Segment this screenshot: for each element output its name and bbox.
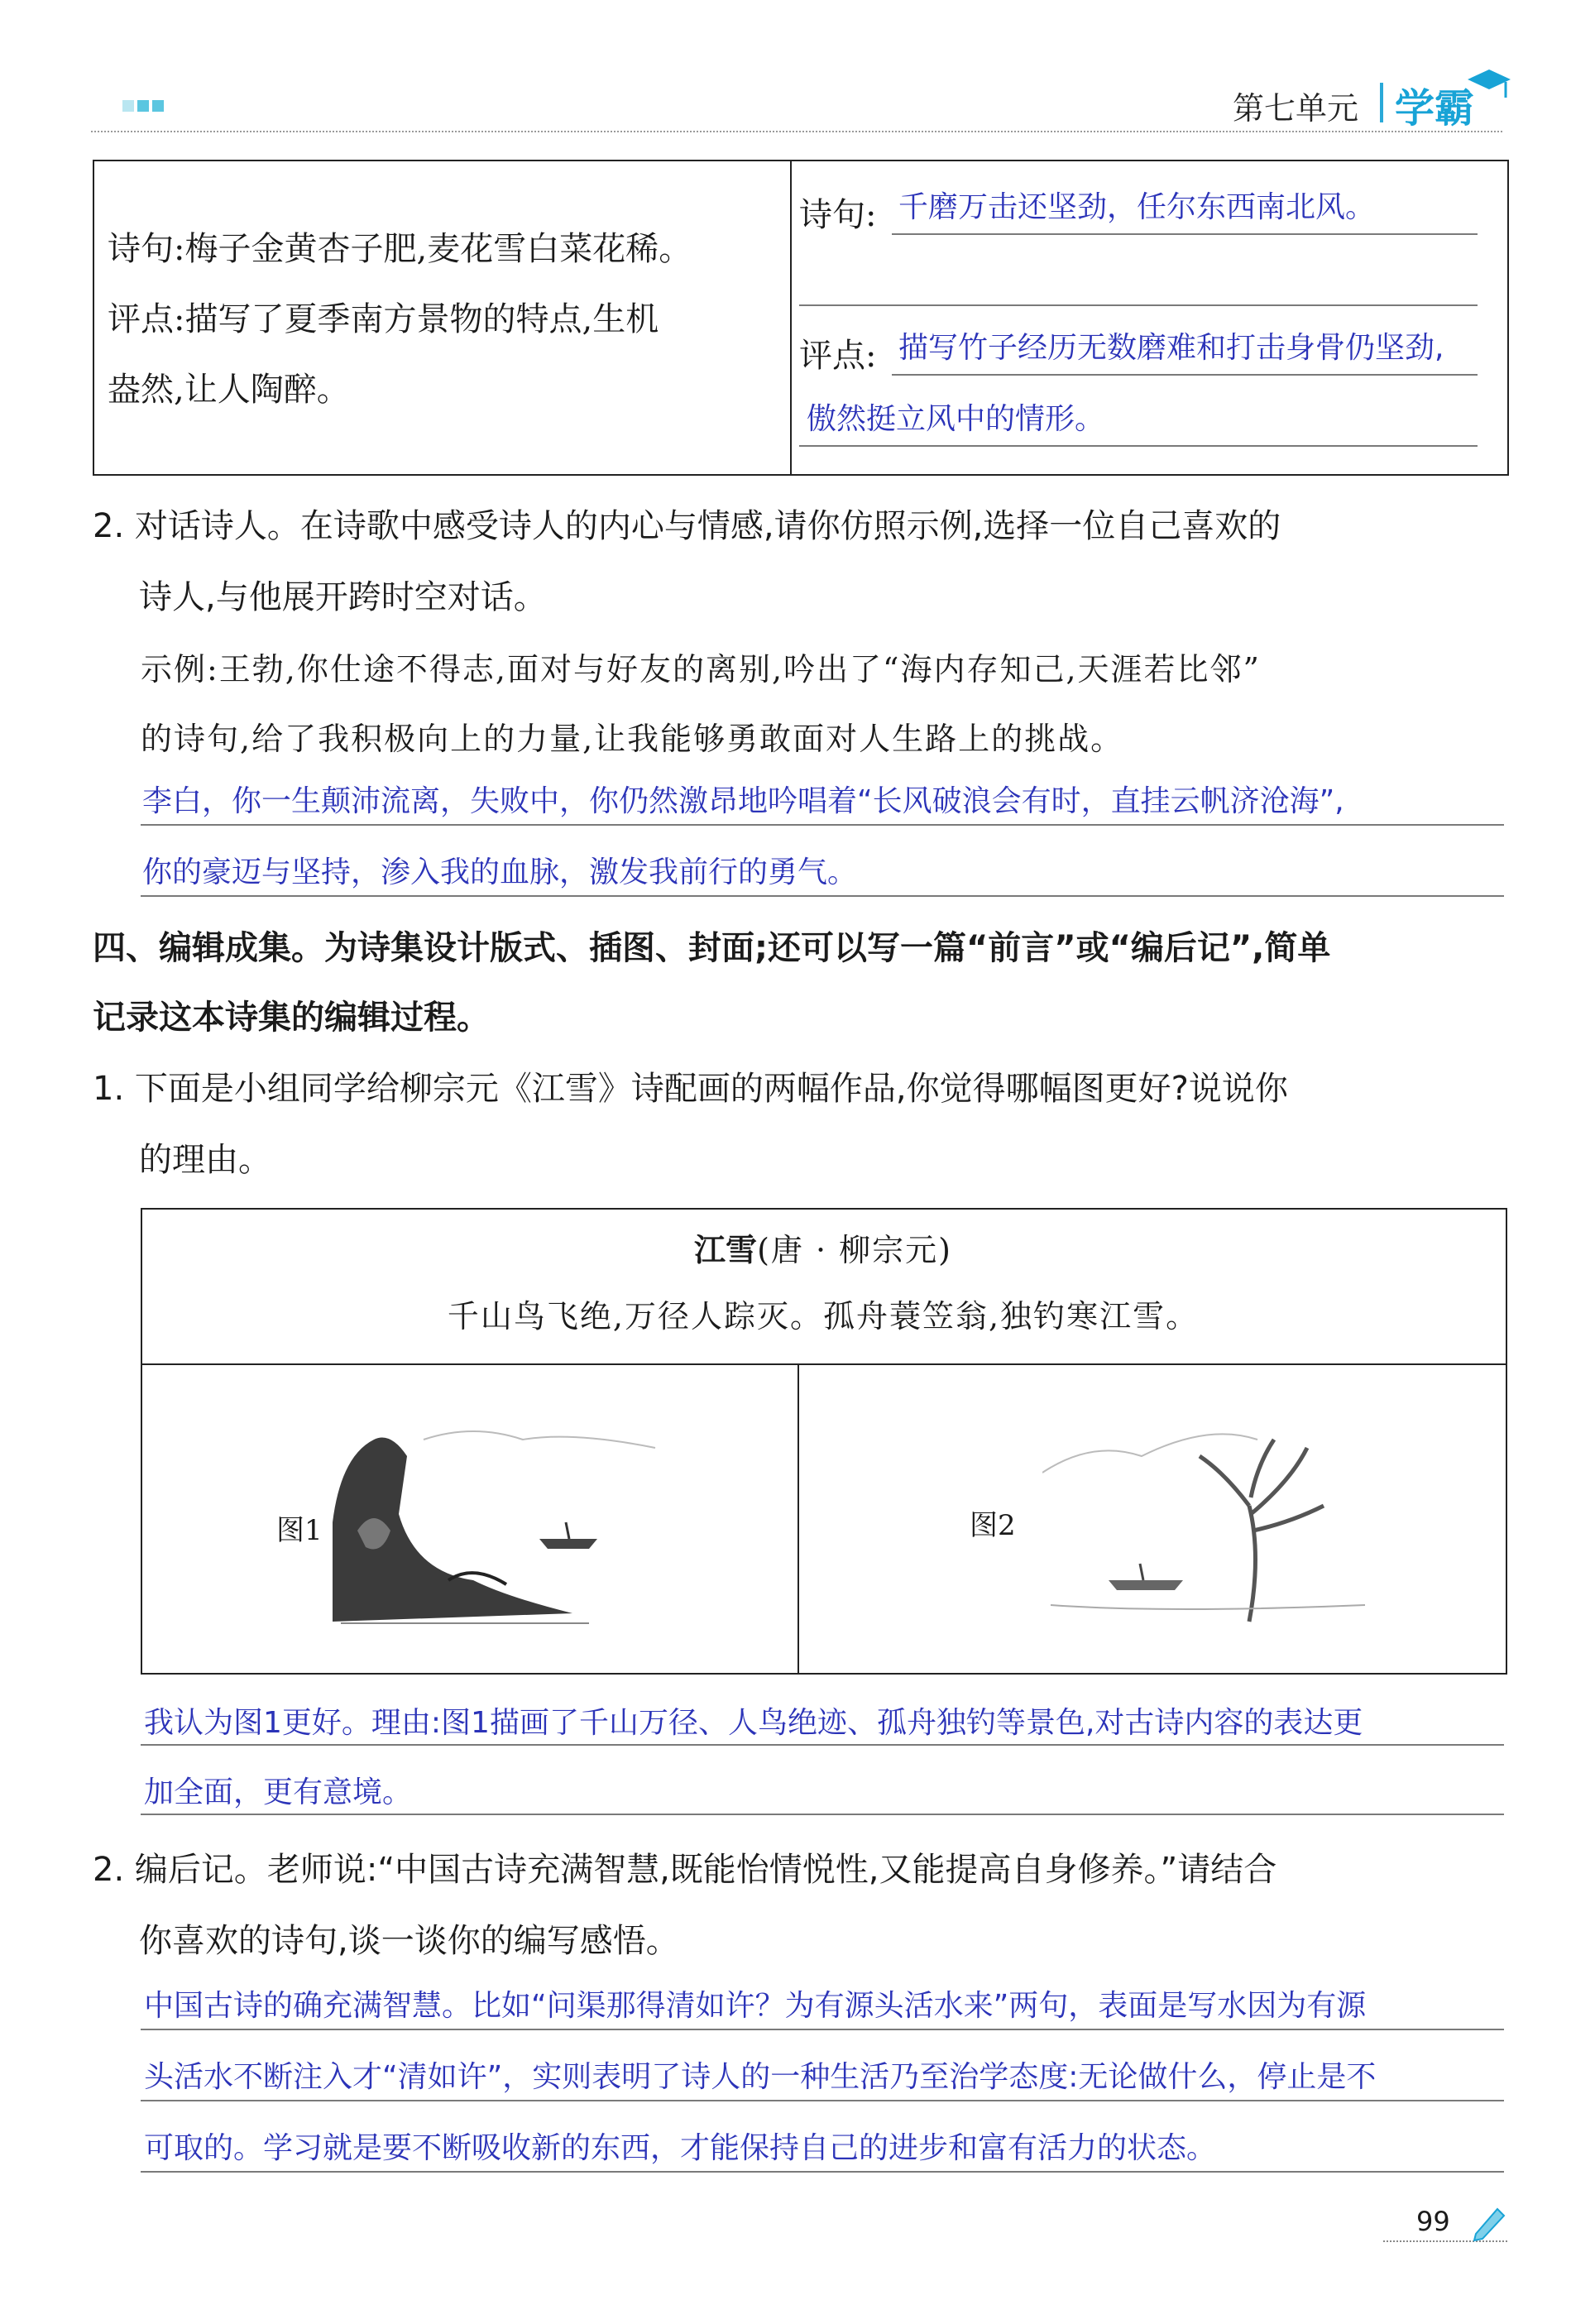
- graduation-cap-icon: [1464, 61, 1514, 111]
- question-4-2-line1: 2. 编后记。老师说:“中国古诗充满智慧,既能怡情悦性,又能提高自身修养。”请结合: [93, 1851, 1277, 1889]
- header-rule: [91, 131, 1502, 132]
- section-4-title: 四、编辑成集。为诗集设计版式、插图、封面;还可以写一篇“前言”或“编后记”,简单: [93, 929, 1331, 967]
- right-comment-label: 评点:: [799, 337, 877, 375]
- q2-answer-line2: 你的豪迈与坚持，渗入我的血脉，激发我前行的勇气。: [142, 855, 858, 889]
- table-rule: [141, 1363, 1506, 1365]
- q2-answer-line1: 李白，你一生颠沛流离，失败中，你仍然激昂地吟唱着“长风破浪会有时，直挂云帆济沧海”,: [142, 784, 1344, 818]
- figure-1-label: 图1: [276, 1514, 323, 1547]
- answer-line: [141, 2100, 1504, 2101]
- answer-line: [141, 895, 1504, 897]
- example-line1: 示例:王勃,你仕途不得志,面对与好友的离别,吟出了“海内存知己,天涯若比邻”: [141, 651, 1261, 688]
- section-4-title-line2: 记录这本诗集的编辑过程。: [93, 999, 490, 1037]
- q4-2-answer-line1: 中国古诗的确充满智慧。比如“问渠那得清如许？为有源头活水来”两句，表面是写水因为有源: [144, 1989, 1367, 2023]
- poem-text: 千山鸟飞绝,万径人踪灭。孤舟蓑笠翁,独钓寒江雪。: [447, 1298, 1200, 1335]
- answer-line: [799, 445, 1478, 447]
- brand-logo: 学霸: [1395, 85, 1475, 132]
- answer-line: [892, 233, 1478, 235]
- right-comment-answer-line2: 傲然挺立风中的情形。: [807, 402, 1105, 436]
- page-number: 99: [1416, 2206, 1450, 2237]
- example-line2: 的诗句,给了我积极向上的力量,让我能够勇敢面对人生路上的挑战。: [141, 721, 1124, 757]
- poem-heading: [141, 1224, 1506, 1270]
- left-comment-line2: 盎然,让人陶醉。: [108, 371, 350, 409]
- answer-line: [141, 2029, 1504, 2030]
- answer-line: [141, 1814, 1504, 1815]
- right-comment-answer-line1: 描写竹子经历无数磨难和打击身骨仍坚劲,: [898, 331, 1444, 365]
- question-4-1-line1: 1. 下面是小组同学给柳宗元《江雪》诗配画的两幅作品,你觉得哪幅图更好?说说你: [93, 1070, 1288, 1108]
- question-4-2-line2: 你喜欢的诗句,谈一谈你的编写感悟。: [139, 1922, 679, 1960]
- unit-title: 第七单元: [1233, 90, 1359, 127]
- poem-author: (唐 · 柳宗元): [757, 1232, 952, 1268]
- answer-line: [141, 2171, 1504, 2173]
- left-poem: 诗句:梅子金黄杏子肥,麦花雪白菜花稀。: [108, 230, 692, 268]
- figure-2-illustration: [1042, 1406, 1373, 1630]
- answer-line: [799, 304, 1478, 306]
- question-2-line1: 2. 对话诗人。在诗歌中感受诗人的内心与情感,请你仿照示例,选择一位自己喜欢的: [93, 507, 1281, 545]
- header-decoration: [122, 99, 167, 115]
- table-divider: [790, 160, 792, 476]
- q4-1-answer-line2: 加全面，更有意境。: [144, 1775, 413, 1809]
- q4-2-answer-line2: 头活水不断注入才“清如许”，实则表明了诗人的一种生活乃至治学态度:无论做什么，停止是不: [144, 2060, 1377, 2094]
- right-poem-answer: 千磨万击还坚劲，任尔东西南北风。: [898, 190, 1376, 224]
- pencil-icon: [1469, 2201, 1511, 2242]
- q4-1-answer-line1: 我认为图1更好。理由:图1描画了千山万径、人鸟绝迹、孤舟独钓等景色,对古诗内容的表达更: [144, 1706, 1363, 1740]
- unit-divider: [1380, 83, 1383, 122]
- left-comment-line1: 评点:描写了夏季南方景物的特点,生机: [108, 300, 659, 338]
- table-divider: [798, 1363, 799, 1673]
- answer-line: [141, 1744, 1504, 1746]
- right-poem-label: 诗句:: [799, 196, 877, 234]
- question-4-1-line2: 的理由。: [139, 1141, 271, 1179]
- answer-line: [892, 374, 1478, 376]
- answer-line: [141, 824, 1504, 826]
- question-2-line2: 诗人,与他展开跨时空对话。: [139, 578, 547, 616]
- figure-2-label: 图2: [970, 1509, 1016, 1542]
- poem-title: 江雪: [694, 1231, 758, 1268]
- q4-2-answer-line3: 可取的。学习就是要不断吸收新的东西，才能保持自己的进步和富有活力的状态。: [144, 2131, 1217, 2165]
- figure-1-illustration: [324, 1406, 672, 1630]
